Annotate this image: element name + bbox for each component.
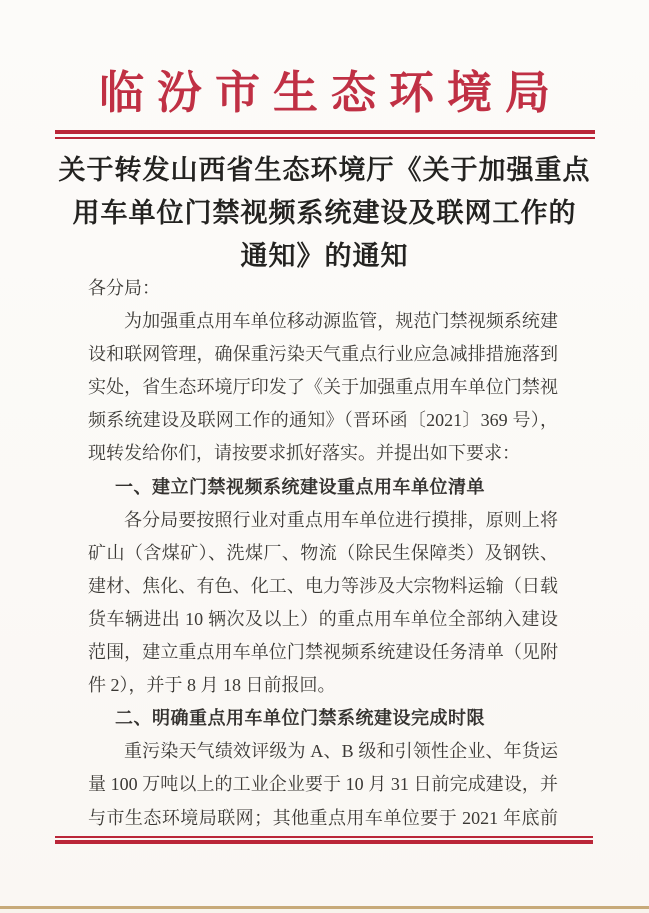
body-line: 重污染天气绩效评级为 A、B 级和引领性企业、年货运: [124, 741, 558, 762]
letterhead-divider-line: [55, 130, 595, 139]
body-line: 范围，建立重点用车单位门禁视频系统建设任务清单（见附: [88, 642, 558, 663]
body-line: 设和联网管理，确保重污染天气重点行业应急减排措施落到: [88, 344, 558, 365]
body-line: 件 2），并于 8 月 18 日前报回。: [88, 675, 336, 696]
title-line: 关于转发山西省生态环境厅《关于加强重点: [58, 155, 591, 185]
body-line: 频系统建设及联网工作的通知》（晋环函〔2021〕369 号），: [88, 410, 558, 431]
document-body: [88, 272, 558, 835]
body-line: 量 100 万吨以上的工业企业要于 10 月 31 日前完成建设，并: [88, 774, 558, 795]
body-line: 各分局：: [88, 278, 160, 298]
scan-background-strip: [0, 909, 649, 913]
body-line: 实处，省生态环境厅印发了《关于加强重点用车单位门禁视: [88, 377, 558, 398]
body-line: 与市生态环境局联网；其他重点用车单位要于 2021 年底前: [88, 807, 558, 828]
title-line: 通知》的通知: [240, 241, 409, 271]
body-line: 为加强重点用车单位移动源监管，规范门禁视频系统建: [124, 311, 558, 332]
body-line: 货车辆进出 10 辆次及以上）的重点用车单位全部纳入建设: [88, 608, 558, 629]
body-line: 矿山（含煤矿）、洗煤厂、物流（除民生保障类）及钢铁、: [88, 542, 558, 563]
body-line: 建材、焦化、有色、化工、电力等涉及大宗物料运输（日载: [88, 575, 558, 596]
body-line: 各分局要按照行业对重点用车单位进行摸排，原则上将: [124, 509, 558, 530]
body-line: 现转发给你们，请按要求抓好落实。并提出如下要求：: [88, 443, 520, 464]
letterhead-agency-name: 临汾市生态环境局: [98, 68, 563, 118]
section-heading: 二、明确重点用车单位门禁系统建设完成时限: [115, 708, 485, 729]
section-heading: 一、建立门禁视频系统建设重点用车单位清单: [115, 476, 485, 497]
document-title: [0, 149, 649, 278]
title-line: 用车单位门禁视频系统建设及联网工作的: [72, 198, 577, 228]
footer-divider-line: [55, 836, 593, 844]
